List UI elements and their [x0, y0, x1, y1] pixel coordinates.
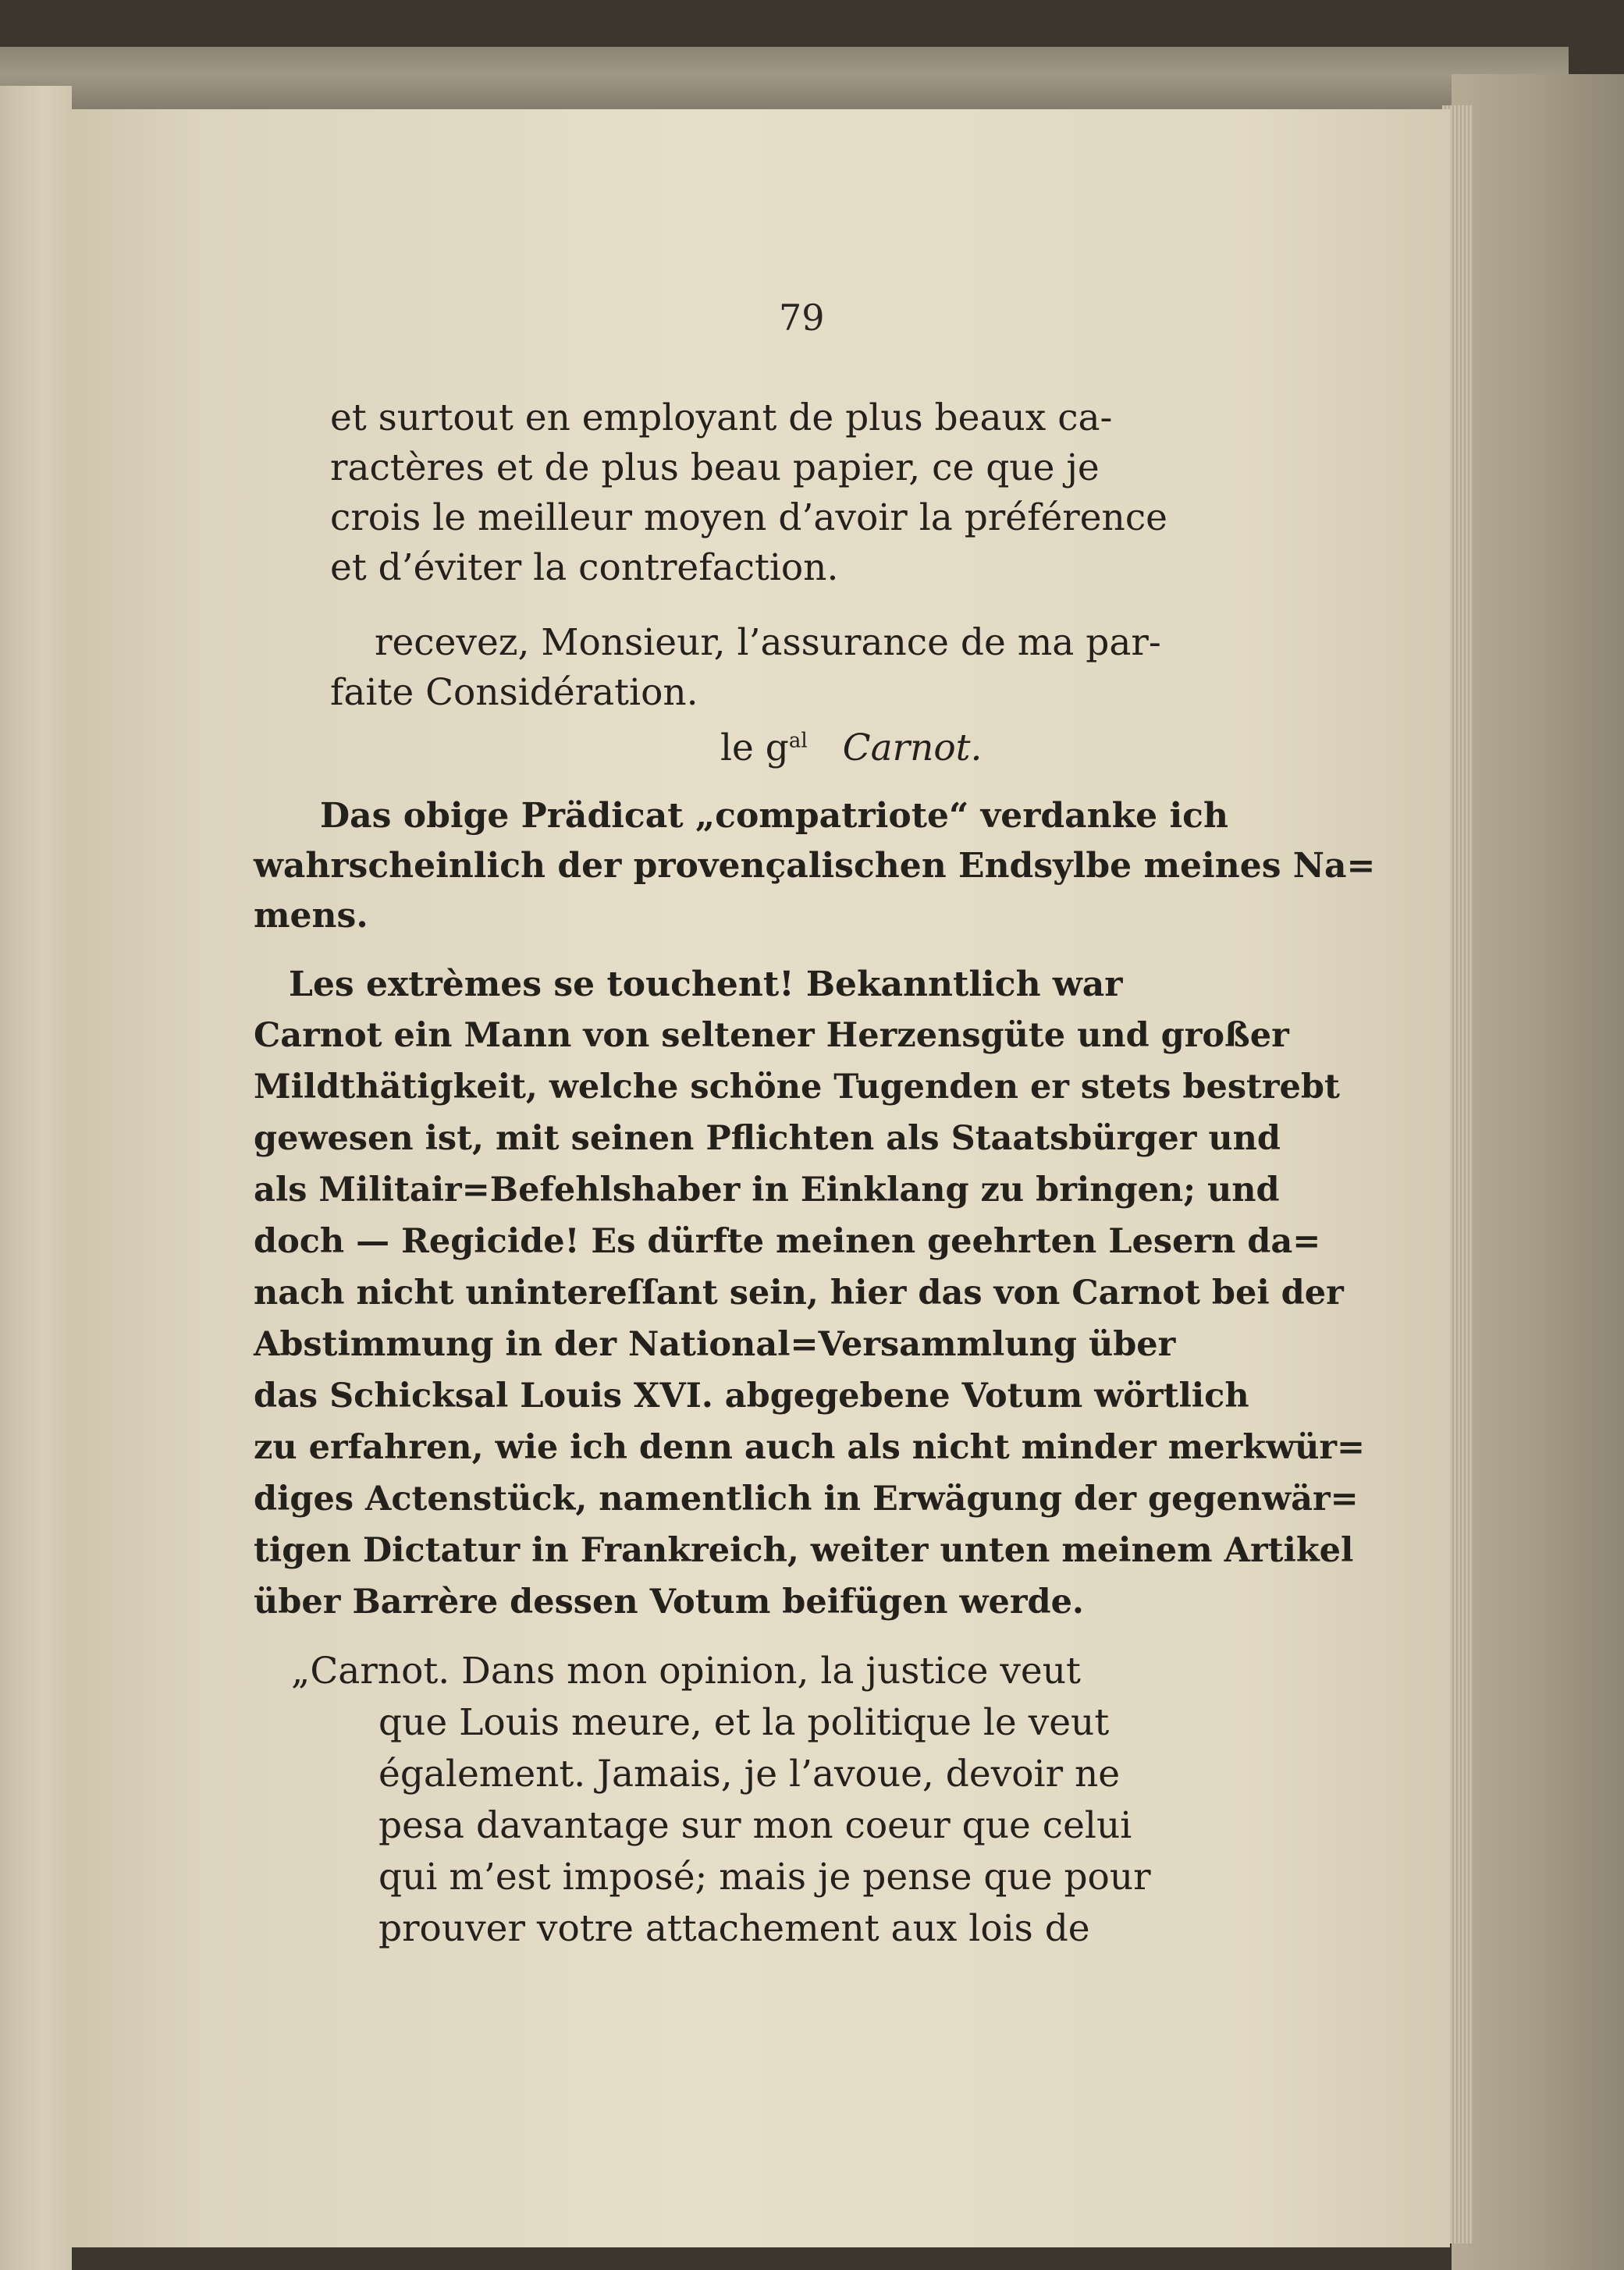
text-line: diges Actenstück, namentlich in Erwägung der gegenwär=	[254, 1480, 1359, 1519]
text-line: prouver votre attachement aux lois de	[378, 1907, 1090, 1950]
text-line: crois le meilleur moyen d’avoir la préférence	[330, 496, 1167, 539]
text-line: als Militair=Befehlshaber in Einklang zu bringen; und	[254, 1171, 1280, 1210]
text-line: doch — Regicide! Es dürfte meinen geehrten Lesern da=	[254, 1222, 1321, 1261]
signature-line	[720, 726, 983, 769]
right-page	[69, 109, 1450, 2247]
text-line: Mildthätigkeit, welche schöne Tugenden er stets bestrebt	[254, 1068, 1340, 1107]
text-line: Abstimmung in der National=Versammlung über	[254, 1325, 1176, 1364]
text-line: qui m’est imposé; mais je pense que pour	[378, 1856, 1151, 1899]
page-number: 79	[779, 297, 825, 339]
text-line: également. Jamais, je l’avoue, devoir ne	[378, 1753, 1121, 1796]
text-line: que Louis meure, et la politique le veut	[378, 1701, 1110, 1744]
text-line: Carnot ein Mann von seltener Herzensgüte und großer	[254, 1016, 1289, 1055]
text-line: recevez, Monsieur, l’assurance de ma par-	[375, 621, 1161, 664]
book-cover-right	[1452, 74, 1624, 2270]
text-line: über Barrère dessen Votum beifügen werde.	[254, 1583, 1084, 1622]
text-line: Les extrèmes se touchent! Bekanntlich war	[289, 964, 1123, 1004]
text-line: „Carnot. Dans mon opinion, la justice veut	[291, 1650, 1081, 1693]
signature-name: Carnot.	[842, 726, 983, 769]
text-line: nach nicht unintereſſant sein, hier das von Carnot bei der	[254, 1274, 1344, 1313]
text-line: wahrscheinlich der provençalischen Endsylbe meines Na=	[254, 846, 1376, 886]
signature-superscript: al	[788, 729, 808, 753]
text-line: Das obige Prädicat „compatriote“ verdanke ich	[320, 796, 1228, 836]
book-cover-top	[0, 47, 1569, 117]
text-line: faite Considération.	[330, 671, 698, 714]
signature-prefix: le g	[720, 726, 789, 769]
text-line: das Schicksal Louis XVI. abgegebene Votum wörtlich	[254, 1377, 1249, 1416]
text-line: ractères et de plus beau papier, ce que je	[330, 446, 1100, 489]
text-line: zu erfahren, wie ich denn auch als nicht minder merkwür=	[254, 1428, 1366, 1467]
text-line: gewesen ist, mit seinen Pflichten als Staatsbürger und	[254, 1119, 1281, 1158]
left-page-edge	[0, 86, 72, 2270]
text-line: et d’éviter la contrefaction.	[330, 546, 839, 589]
text-line: mens.	[254, 896, 368, 936]
text-line: et surtout en employant de plus beaux ca-	[330, 396, 1113, 439]
text-line: pesa davantage sur mon coeur que celui	[378, 1804, 1132, 1847]
text-line: tigen Dictatur in Frankreich, weiter unten meinem Artikel	[254, 1531, 1354, 1570]
